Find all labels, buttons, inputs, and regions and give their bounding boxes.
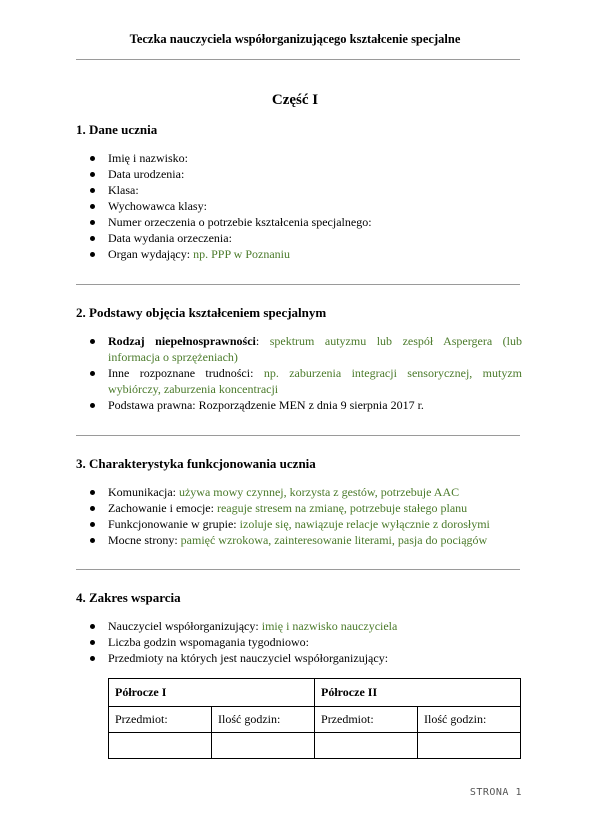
- column-header-subject: Przedmiot:: [109, 707, 212, 733]
- support-table: [108, 678, 521, 759]
- section-divider: [76, 569, 520, 570]
- table-row: [109, 707, 521, 733]
- table-row: [109, 679, 521, 707]
- list-item: Komunikacja: używa mowy czynnej, korzysta z gestów, potrzebuje AAC: [90, 484, 522, 500]
- example-value: pamięć wzrokowa, zainteresowanie literami, pasja do pociągów: [180, 533, 488, 547]
- example-value: reaguje stresem na zmianę, potrzebuje stałego planu: [216, 501, 468, 515]
- example-value: np. PPP w Poznaniu: [193, 247, 290, 261]
- list-item: Imię i nazwisko:: [90, 150, 522, 166]
- section-3-heading: 3. Charakterystyka funkcjonowania ucznia: [76, 456, 316, 471]
- list-item: Podstawa prawna: Rozporządzenie MEN z dnia 9 sierpnia 2017 r.: [90, 397, 522, 413]
- header-divider: [76, 59, 520, 60]
- page-number: STRONA 1: [469, 787, 522, 798]
- example-value: używa mowy czynnej, korzysta z gestów, potrzebuje AAC: [178, 485, 460, 499]
- list-item: Rodzaj niepełnosprawności: spektrum autyzmu lub zespół Aspergera (lub informacja o sprzężeniach): [90, 333, 522, 365]
- document-header-title: Teczka nauczyciela współorganizującego kształcenie specjalne: [129, 32, 461, 46]
- example-value: np. zaburzenia integracji sensorycznej, mutyzm wybiórczy, zaburzenia koncentracji: [108, 366, 523, 396]
- section-divider: [76, 435, 520, 436]
- example-value: imię i nazwisko nauczyciela: [261, 619, 398, 633]
- table-cell-empty[interactable]: [109, 733, 212, 759]
- column-header-subject: Przedmiot:: [315, 707, 418, 733]
- list-item: Organ wydający: np. PPP w Poznaniu: [90, 246, 522, 262]
- section-divider: [76, 284, 520, 285]
- section-4-list: [90, 618, 522, 666]
- list-item: Klasa:: [90, 182, 522, 198]
- list-item: Inne rozpoznane trudności: np. zaburzenia integracji sensorycznej, mutyzm wybiórczy, zaburzenia koncentracji: [90, 365, 522, 397]
- list-item: Przedmioty na których jest nauczyciel współorganizujący:: [90, 650, 522, 666]
- example-value: spektrum autyzmu lub zespół Aspergera (lub informacja o sprzężeniach): [108, 334, 523, 364]
- list-item: Funkcjonowanie w grupie: izoluje się, nawiązuje relacje wyłącznie z dorosłymi: [90, 516, 522, 532]
- list-item: Data urodzenia:: [90, 166, 522, 182]
- semester-1-header: Półrocze I: [109, 679, 315, 707]
- part-title: Część I: [271, 92, 319, 108]
- section-2-list: [90, 333, 522, 413]
- section-3-list: [90, 484, 522, 548]
- list-item: Mocne strony: pamięć wzrokowa, zainteresowanie literami, pasja do pociągów: [90, 532, 522, 548]
- semester-2-header: Półrocze II: [315, 679, 521, 707]
- list-item: Zachowanie i emocje: reaguje stresem na zmianę, potrzebuje stałego planu: [90, 500, 522, 516]
- table-cell-empty[interactable]: [212, 733, 315, 759]
- list-item: Wychowawca klasy:: [90, 198, 522, 214]
- column-header-hours: Ilość godzin:: [418, 707, 521, 733]
- list-item: Numer orzeczenia o potrzebie kształcenia specjalnego:: [90, 214, 522, 230]
- example-value: izoluje się, nawiązuje relacje wyłącznie z dorosłymi: [239, 517, 490, 531]
- list-item: Liczba godzin wspomagania tygodniowo:: [90, 634, 522, 650]
- table-cell-empty[interactable]: [418, 733, 521, 759]
- section-4-heading: 4. Zakres wsparcia: [76, 590, 181, 605]
- section-1-heading: 1. Dane ucznia: [76, 122, 158, 137]
- list-item: Nauczyciel współorganizujący: imię i nazwisko nauczyciela: [90, 618, 522, 634]
- table-row: [109, 733, 521, 759]
- section-2-heading: 2. Podstawy objęcia kształceniem specjalnym: [76, 305, 327, 320]
- column-header-hours: Ilość godzin:: [212, 707, 315, 733]
- section-1-list: [90, 150, 522, 262]
- table-cell-empty[interactable]: [315, 733, 418, 759]
- list-item: Data wydania orzeczenia:: [90, 230, 522, 246]
